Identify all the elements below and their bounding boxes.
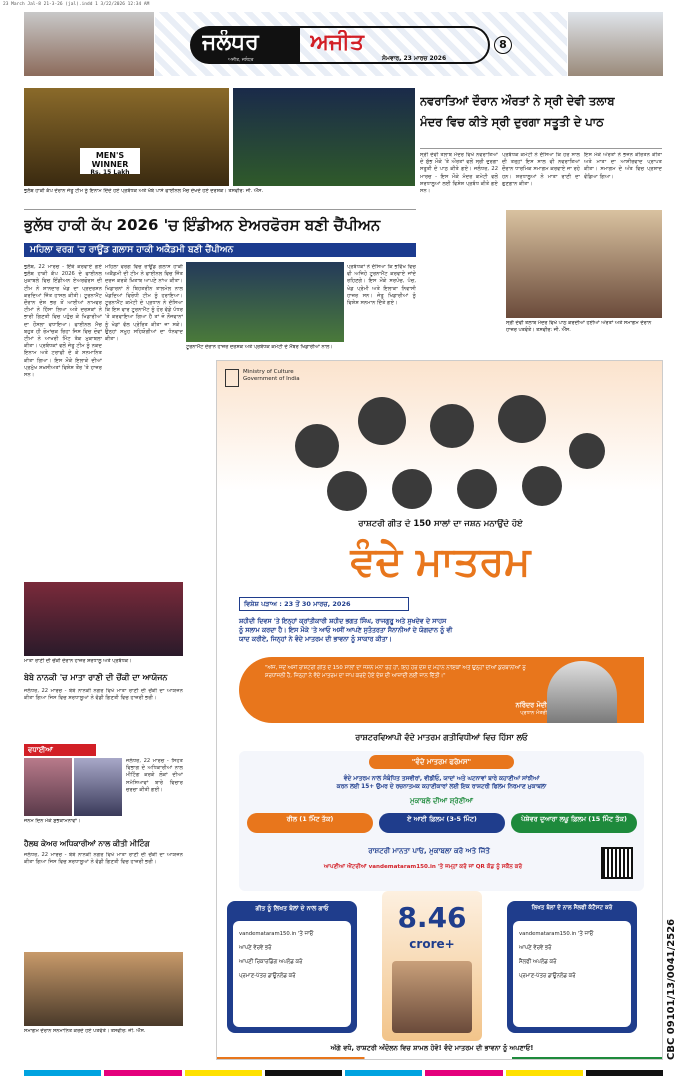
winner-banner-sub: Rs. 15 Lakh: [90, 169, 130, 176]
lead-body-col1: ਭੁਲੱਥ, 22 ਮਾਰਚ - ਇੱਥੇ ਕਰਵਾਏ ਗਏ ਭੁਲੱਥ ਹਾਕੀ ਕੱਪ 2026 ਦੇ ਫਾਈਨਲ ਮੁਕਾਬਲੇ ਵਿਚ ਇੰਡੀਅਨ ਏਅਰਫੋਰਸ ਦੀ ਟੀਮ ਨੇ ਸ਼ਾਨਦਾਰ ਖੇਡ ਦਾ ਪ੍ਰਦਰਸ਼ਨ ਕਰਦਿਆਂ ਜਿੱਤ ਹਾਸਲ ਕੀਤੀ। ਟੂਰਨਾਮੈਂਟ ਦੌਰਾਨ ਦੇਸ਼ ਭਰ ਤੋਂ ਆਈਆਂ ਨਾਮਵਰ ਟੀਮਾਂ ਨੇ ਹਿੱਸਾ ਲਿਆ ਅਤੇ ਦਰਸ਼ਕਾਂ ਨੇ ਭਾਰੀ ਗਿਣਤੀ ਵਿਚ ਪਹੁੰਚ ਕੇ ਖਿਡਾਰੀਆਂ ਦਾ ਹੌਸਲਾ ਵਧਾਇਆ। ਫਾਈਨਲ ਮੈਚ ਬਹੁਤ ਹੀ ਰੋਮਾਂਚਕ ਰਿਹਾ ਜਿਸ ਵਿਚ ਦੋਵਾਂ ਟੀਮਾਂ ਨੇ ਆਖਰੀ ਮਿੰਟ ਤੱਕ ਮੁਕਾਬਲਾ ਕੀਤਾ। ਪ੍ਰਬੰਧਕਾਂ ਵਲੋਂ ਜੇਤੂ ਟੀਮ ਨੂੰ ਨਕਦ ਇਨਾਮ ਅਤੇ ਟਰਾਫੀ ਦੇ ਕੇ ਸਨਮਾਨਿਤ ਕੀਤਾ ਗਿਆ। ਇਸ ਮੌਕੇ ਇਲਾਕੇ ਦੀਆਂ ਪ੍ਰਮੁੱਖ ਸ਼ਖ਼ਸੀਅਤਾਂ ਵਿਸ਼ੇਸ਼ ਤੌਰ 'ਤੇ ਹਾਜ਼ਰ ਸਨ।: [24, 264, 102, 379]
left-steps-title: ਗੀਤ ਨੂੰ ਲਿਖਤ ਬੋਲਾਂ ਦੇ ਨਾਲ ਗਾਓ: [255, 905, 329, 912]
registration-swatch: [104, 1070, 181, 1076]
right-step: ਆਪਣੇ ਵੇਰਵੇ ਭਰੋ: [519, 945, 552, 951]
tricolor-strip: [217, 1057, 663, 1060]
birthday-label: ਵਧਾਈਆਂ: [28, 746, 53, 754]
masthead-building-photo: [24, 12, 154, 76]
category-short-film[interactable]: ਪੇਸ਼ੇਵਰ ਦੁਆਰਾ ਲਘੂ ਫ਼ਿਲਮ (15 ਮਿੰਟ ਤੱਕ): [511, 813, 637, 833]
category-reel[interactable]: ਰੀਲ (1 ਮਿੰਟ ਤੱਕ): [247, 813, 373, 833]
portrait: [522, 466, 562, 506]
ad-intro-line3: ਯਾਦ ਕਰੀਏ, ਜਿਨ੍ਹਾਂ ਨੇ ਵੰਦੇ ਮਾਤਰਮ ਦੀ ਭਾਵਨਾ ਨੂੰ ਸਾਕਾਰ ਕੀਤਾ।: [239, 636, 392, 643]
registration-swatch: [425, 1070, 502, 1076]
frames-description: [247, 775, 636, 791]
counter-panel: [382, 891, 482, 1041]
portrait: [295, 424, 339, 468]
pm-portrait: [547, 661, 617, 723]
navratri-headline-line1: ਨਵਰਾਤਿਆਂ ਦੌਰਾਨ ਔਰਤਾਂ ਨੇ ਸ੍ਰੀ ਦੇਵੀ ਤਲਾਬ: [420, 94, 615, 108]
frames-line2: ਕਰਨ ਲਈ 15+ ਉਮਰ ਦੇ ਰਚਨਾਤਮਕ ਕਹਾਣੀਕਾਰਾਂ ਲਈ ਇਕ ਰਾਸ਼ਟਰੀ ਫਿਲਮ ਨਿਰਮਾਣ ਮੁਕਾਬਲਾ: [336, 784, 547, 790]
gratitude-line: ਰਾਸ਼ਟਰੀ ਮਾਨਤਾ ਪਾਓ, ਮੁਕਾਬਲਾ ਕਰੋ ਅਤੇ ਜਿੱਤੋ: [368, 847, 490, 855]
birthday-side-text: ਜਲੰਧਰ, 22 ਮਾਰਚ - ਸਿਹਤ ਵਿਭਾਗ ਦੇ ਅਧਿਕਾਰੀਆਂ ਨਾਲ ਮੀਟਿੰਗ ਕਰਕੇ ਲੋਕਾਂ ਦੀਆਂ ਸਮੱਸਿਆਵਾਂ ਬਾਰੇ ਵਿਚਾਰ ਚਰਚਾ ਕੀਤੀ ਗਈ।: [126, 758, 183, 793]
felicitation-photo: [24, 952, 183, 1026]
portrait: [358, 397, 406, 445]
counter-unit: crore+: [409, 937, 455, 951]
masthead-temple-photo: [568, 12, 663, 76]
masthead-title-left: ਜਲੰਧਰ: [202, 30, 259, 55]
campaign-dates: ਵਿਸ਼ੇਸ਼ ਪੜਾਅ : 23 ਤੋਂ 30 ਮਾਰਚ, 2026: [239, 597, 409, 611]
hockey-team-photo: [233, 88, 415, 186]
winner-banner-text: MEN'S WINNER: [91, 151, 129, 169]
portrait: [498, 395, 546, 443]
portrait: [457, 469, 497, 509]
left-step: ਆਪਣੀ ਰਿਕਾਰਡਿੰਗ ਅਪਲੋਡ ਕਰੋ: [239, 959, 303, 965]
freedom-fighters-portraits: [277, 381, 607, 521]
frames-line1: ਵੰਦੇ ਮਾਤਰਮ ਨਾਲ ਸੰਬੰਧਿਤ ਤਸਵੀਰਾਂ, ਵੀਡੀਓ, ਯਾਦਾਂ ਅਤੇ ਘਟਨਾਵਾਂ ਬਾਰੇ ਕਹਾਣੀਆਂ ਸਾਂਝੀਆਂ: [343, 776, 540, 782]
left-steps-list: [233, 921, 351, 1027]
birthday-photo-2: [74, 758, 122, 816]
birthday-label-bar: [24, 744, 96, 756]
navratri-headline-line2: ਮੰਦਰ ਵਿਚ ਕੀਤੇ ਸ੍ਰੀ ਦੁਰਗਾ ਸਤੂਤੀ ਦੇ ਪਾਠ: [420, 115, 604, 129]
ad-intro-line1: ਸ਼ਹੀਦੀ ਦਿਵਸ 'ਤੇ ਇਨ੍ਹਾਂ ਕ੍ਰਾਂਤੀਕਾਰੀ ਸ਼ਹੀਦ ਭਗਤ ਸਿੰਘ, ਰਾਜਗੁਰੂ ਅਤੇ ਸੁਖਦੇਵ ਦੇ ਸਾਹਸ: [239, 618, 447, 625]
left-step: vandemataram150.in 'ਤੇ ਜਾਓ: [239, 931, 314, 937]
counter-value: 8.46: [397, 901, 467, 934]
print-slug: 23 March Jal-8 21-3-26 (jal).indd 1 3/22/2026 12:34 AM: [3, 2, 150, 7]
frames-panel: [239, 751, 644, 891]
registration-swatch: [586, 1070, 663, 1076]
vande-mataram-ad: [216, 360, 663, 1060]
right-steps-list: [513, 921, 631, 1027]
page-number: 8: [494, 36, 512, 54]
chowki-caption: ਮਾਤਾ ਰਾਣੀ ਦੀ ਚੌਂਕੀ ਦੌਰਾਨ ਹਾਜ਼ਰ ਸ਼ਰਧਾਲੂ ਅਤੇ ਪ੍ਰਬੰਧਕ।: [24, 658, 132, 664]
divider: [24, 209, 416, 210]
registration-swatch: [506, 1070, 583, 1076]
participate-heading: ਰਾਸ਼ਟਰਵਿਆਪੀ ਵੰਦੇ ਮਾਤਰਮ ਗਤੀਵਿਧੀਆਂ ਵਿਚ ਹਿੱਸਾ ਲਓ: [355, 733, 528, 742]
ad-title: ਵੰਦੇ ਮਾਤਰਮ: [350, 539, 531, 585]
ad-footer: ਅੱਗੇ ਵਧੋ, ਰਾਸ਼ਟਰੀ ਅੰਦੋਲਨ ਵਿਚ ਸ਼ਾਮਲ ਹੋਵੋ! ਵੰਦੇ ਮਾਤਰਮ ਦੀ ਭਾਵਨਾ ਨੂੰ ਅਪਣਾਓ!: [330, 1044, 534, 1052]
health-body: ਜਲੰਧਰ, 22 ਮਾਰਚ - ਬੇਬੇ ਨਾਨਕੀ ਨਗਰ ਵਿਖੇ ਮਾਤਾ ਰਾਣੀ ਦੀ ਚੌਂਕੀ ਦਾ ਆਯੋਜਨ ਕੀਤਾ ਗਿਆ ਜਿਸ ਵਿਚ ਸ਼ਰਧਾਲੂਆਂ ਨੇ ਵੱਡੀ ਗਿਣਤੀ ਵਿਚ ਹਾਜ਼ਰੀ ਭਰੀ।: [24, 852, 183, 866]
frames-label: "ਵੰਦੇ ਮਾਤਰਮ ਫਰੇਮਸ": [369, 755, 514, 769]
cbc-code: CBC 09101/13/0041/2526: [666, 918, 677, 1060]
health-headline: ਹੈਲਥ ਕੇਅਰ ਅਧਿਕਾਰੀਆਂ ਨਾਲ ਕੀਤੀ ਮੀਟਿੰਗ: [24, 839, 150, 848]
registration-swatch: [185, 1070, 262, 1076]
right-steps-panel: [507, 901, 637, 1033]
left-steps-panel: [227, 901, 357, 1033]
chowki-headline: ਬੇਬੇ ਨਾਨਕੀ 'ਚ ਮਾਤਾ ਰਾਣੀ ਦੀ ਚੌਂਕੀ ਦਾ ਆਯੋਜਨ: [24, 673, 168, 682]
right-step: ਪ੍ਰਮਾਣ-ਪੱਤਰ ਡਾਊਨਲੋਡ ਕਰੋ: [519, 973, 576, 979]
hockey-winner-photo: [24, 88, 229, 186]
masthead-date: ਸੋਮਵਾਰ, 23 ਮਾਰਚ 2026: [382, 55, 447, 62]
categories-heading: ਮੁਕਾਬਲੇ ਦੀਆਂ ਸ਼੍ਰੇਣੀਆਂ: [409, 797, 474, 805]
color-registration-bar: [24, 1070, 663, 1076]
pm-quote: "ਅੱਜ, ਜਦੋਂ ਅਸੀਂ ਰਾਸ਼ਟਰੀ ਗੀਤ ਦੇ 150 ਸਾਲਾਂ ਦਾ ਜਸ਼ਨ ਮਨਾ ਰਹੇ ਹਾਂ, ਇਹ ਹਰ ਦੇਸ਼ ਦੇ ਮਹਾਨ ਨਾਇਕਾਂ ਅਤੇ ਉਨ੍ਹਾਂ ਦੀਆਂ ਕੁਰਬਾਨੀਆਂ ਨੂੰ ਸ਼ਰਧਾਂਜਲੀ ਹੈ, ਜਿਨ੍ਹਾਂ ਨੇ ਵੰਦੇ ਮਾਤਰਮ ਦਾ ਜਾਪ ਕਰਦੇ ਹੋਏ ਦੇਸ਼ ਦੀ ਆਜ਼ਾਦੀ ਲਈ ਜਾਨ ਦਿੱਤੀ।": [265, 665, 526, 679]
category-ai-film[interactable]: ਏ ਆਈ ਫ਼ਿਲਮ (3-5 ਮਿੰਟ): [379, 813, 505, 833]
stadium-caption: ਟੂਰਨਾਮੈਂਟ ਦੌਰਾਨ ਹਾਜ਼ਰ ਦਰਸ਼ਕ ਅਤੇ ਪ੍ਰਬੰਧਕ ਕਮੇਟੀ ਦੇ ਮੈਂਬਰ ਖਿਡਾਰੀਆਂ ਨਾਲ।: [186, 344, 333, 350]
quote-role: ਪ੍ਰਧਾਨ ਮੰਤਰੀ: [520, 710, 547, 716]
portrait: [392, 469, 432, 509]
stadium-photo: [186, 262, 344, 342]
portrait: [430, 404, 474, 448]
chowki-body: ਜਲੰਧਰ, 22 ਮਾਰਚ - ਬੇਬੇ ਨਾਨਕੀ ਨਗਰ ਵਿਖੇ ਮਾਤਾ ਰਾਣੀ ਦੀ ਚੌਂਕੀ ਦਾ ਆਯੋਜਨ ਕੀਤਾ ਗਿਆ ਜਿਸ ਵਿਚ ਸ਼ਰਧਾਲੂਆਂ ਨੇ ਵੱਡੀ ਗਿਣਤੀ ਵਿਚ ਹਾਜ਼ਰੀ ਭਰੀ।: [24, 688, 183, 702]
lead-headline: ਭੁਲੱਥ ਹਾਕੀ ਕੱਪ 2026 'ਚ ਇੰਡੀਅਨ ਏਅਰਫੋਰਸ ਬਣੀ ਚੈਂਪੀਅਨ: [24, 216, 381, 234]
emblem-icon: [225, 369, 239, 387]
registration-swatch: [265, 1070, 342, 1076]
registration-swatch: [345, 1070, 422, 1076]
ad-intro: [239, 617, 644, 644]
navratri-body-col1: ਸ੍ਰੀ ਦੇਵੀ ਤਲਾਬ ਮੰਦਰ ਵਿਖੇ ਨਵਰਾਤਿਆਂ ਦੇ ਸ਼ੁੱਭ ਮੌਕੇ 'ਤੇ ਔਰਤਾਂ ਵਲੋਂ ਸ੍ਰੀ ਦੁਰਗਾ ਸਤੂਤੀ ਦੇ ਪਾਠ ਕੀਤੇ ਗਏ। ਜਲੰਧਰ, 22 ਮਾਰਚ - ਇਸ ਮੌਕੇ ਮੰਦਰ ਕਮੇਟੀ ਵਲੋਂ ਸ਼ਰਧਾਲੂਆਂ ਲਈ ਵਿਸ਼ੇਸ਼ ਪ੍ਰਬੰਧ ਕੀਤੇ ਗਏ ਸਨ।: [420, 152, 498, 195]
lead-body-col2: ਮਹਿਲਾ ਵਰਗ ਵਿਚ ਰਾਊਂਡ ਗਲਾਸ ਹਾਕੀ ਅਕੈਡਮੀ ਦੀ ਟੀਮ ਨੇ ਫਾਈਨਲ ਵਿਚ ਜਿੱਤ ਦਰਜ ਕਰਕੇ ਖ਼ਿਤਾਬ ਆਪਣੇ ਨਾਂਅ ਕੀਤਾ। ਖਿਡਾਰਨਾਂ ਨੇ ਬਿਹਤਰੀਨ ਤਾਲਮੇਲ ਨਾਲ ਖੇਡਦਿਆਂ ਵਿਰੋਧੀ ਟੀਮ ਨੂੰ ਹਰਾਇਆ। ਟੂਰਨਾਮੈਂਟ ਕਮੇਟੀ ਦੇ ਪ੍ਰਧਾਨ ਨੇ ਦੱਸਿਆ ਕਿ ਇਸ ਵਾਰ ਟੂਰਨਾਮੈਂਟ ਨੂੰ ਹੋਰ ਵੱਡੇ ਪੱਧਰ 'ਤੇ ਕਰਵਾਇਆ ਗਿਆ ਹੈ ਤਾਂ ਜੋ ਨੌਜਵਾਨਾਂ ਨੂੰ ਖੇਡਾਂ ਵੱਲ ਪ੍ਰੇਰਿਤ ਕੀਤਾ ਜਾ ਸਕੇ। ਉਨ੍ਹਾਂ ਸਮੂਹ ਸਹਿਯੋਗੀਆਂ ਦਾ ਧੰਨਵਾਦ ਕੀਤਾ।: [105, 264, 183, 343]
birthday-photo-1: [24, 758, 72, 816]
temple-prayer-photo: [506, 210, 662, 318]
registration-swatch: [24, 1070, 101, 1076]
ministry-line2: Government of India: [243, 376, 300, 382]
lead-photo-caption: ਭੁਲੱਥ ਹਾਕੀ ਕੱਪ ਦੌਰਾਨ ਜੇਤੂ ਟੀਮ ਨੂੰ ਇਨਾਮ ਦਿੰਦੇ ਹੋਏ ਪ੍ਰਬੰਧਕ ਅਤੇ ਖੱਬੇ ਪਾਸੇ ਫਾਈਨਲ ਮੈਚ ਦੇਖਦੇ ਹੋਏ ਦਰਸ਼ਕ। ਤਸਵੀਰ: ਜੀ. ਐੱਸ.: [24, 188, 264, 194]
right-step: ਸੈਲਫੀ ਅਪਲੋਡ ਕਰੋ: [519, 959, 557, 965]
quote-author: ਨਰਿੰਦਰ ਮੋਦੀ: [515, 701, 547, 709]
lead-subheadline-bar: [24, 243, 416, 257]
masthead-subtitle: ਅਜੀਤ, ਜਲੰਧਰ: [228, 58, 254, 63]
felicitation-caption: ਸਮਾਗਮ ਦੌਰਾਨ ਸਨਮਾਨਿਤ ਕਰਦੇ ਹੋਏ ਪਤਵੰਤੇ। ਤਸਵੀਰ: ਜੀ. ਐੱਸ.: [24, 1028, 146, 1034]
navratri-body-col2: ਪ੍ਰਬੰਧਕ ਕਮੇਟੀ ਨੇ ਦੱਸਿਆ ਕਿ ਹਰ ਸਾਲ ਦੀ ਤਰ੍ਹਾਂ ਇਸ ਸਾਲ ਵੀ ਨਵਰਾਤਿਆਂ ਦੌਰਾਨ ਧਾਰਮਿਕ ਸਮਾਗਮ ਕਰਵਾਏ ਜਾ ਰਹੇ ਹਨ। ਸ਼ਰਧਾਲੂਆਂ ਨੇ ਮਾਤਾ ਰਾਣੀ ਦਾ ਗੁਣਗਾਨ ਕੀਤਾ।: [502, 152, 580, 187]
right-steps-title: ਲਿਖਤ ਬੋਲਾਂ ਦੇ ਨਾਲ ਸੈਲਫੀ ਕੰਟੈਸਟ ਕਰੋ: [531, 905, 613, 911]
ad-tagline: ਰਾਸ਼ਟਰੀ ਗੀਤ ਦੇ 150 ਸਾਲਾਂ ਦਾ ਜਸ਼ਨ ਮਨਾਉਂਦੇ ਹੋਏ: [358, 519, 523, 529]
divider: [420, 148, 662, 149]
counter-crowd-photo: [392, 961, 472, 1033]
navratri-caption: ਸ੍ਰੀ ਦੇਵੀ ਤਲਾਬ ਮੰਦਰ ਵਿਖੇ ਪਾਠ ਕਰਦੀਆਂ ਹੋਈਆਂ ਔਰਤਾਂ ਅਤੇ ਸਮਾਗਮ ਦੌਰਾਨ ਹਾਜ਼ਰ ਪਤਵੰਤੇ। ਤਸਵੀਰ: ਜੀ. ਐੱਸ.: [506, 320, 652, 333]
ministry-line1: Ministry of Culture: [243, 369, 294, 375]
winner-banner: [80, 148, 140, 174]
lead-subheadline: ਮਹਿਲਾ ਵਰਗ 'ਚ ਰਾਊਂਡ ਗਲਾਸ ਹਾਕੀ ਅਕੈਡਮੀ ਬਣੀ ਚੈਂਪੀਅਨ: [30, 245, 234, 255]
qr-code-icon[interactable]: [601, 847, 633, 879]
masthead-title-right: ਅਜੀਤ: [310, 30, 364, 55]
left-step: ਆਪਣੇ ਵੇਰਵੇ ਭਰੋ: [239, 945, 272, 951]
birthday-caption: ਜਨਮ ਦਿਨ ਮੌਕੇ ਸ਼ੁਭਕਾਮਨਾਵਾਂ।: [24, 818, 81, 824]
portrait: [327, 471, 367, 511]
chowki-photo: [24, 582, 183, 656]
ad-intro-line2: ਨੂੰ ਸਲਾਮ ਕਰਦਾ ਹੈ। ਇਸ ਮੌਕੇ 'ਤੇ ਆਓ ਅਸੀਂ ਆਪਣੇ ਸੁਤੰਤਰਤਾ ਸੈਨਾਨੀਆਂ ਦੇ ਯੋਗਦਾਨ ਨੂੰ ਵੀ: [239, 627, 453, 634]
left-step: ਪ੍ਰਮਾਣ-ਪੱਤਰ ਡਾਊਨਲੋਡ ਕਰੋ: [239, 973, 296, 979]
submit-line: ਆਪਣੀਆਂ ਐਂਟਰੀਆਂ vandemataram150.in 'ਤੇ ਜਮ੍ਹਾਂ ਕਰੋ ਜਾਂ QR ਕੋਡ ਨੂੰ ਸਕੈਨ ਕਰੋ: [323, 864, 523, 870]
right-step: vandemataram150.in 'ਤੇ ਜਾਓ: [519, 931, 594, 937]
navratri-body-col3: ਇਸ ਮੌਕੇ ਔਰਤਾਂ ਨੇ ਭਜਨ ਕੀਰਤਨ ਕੀਤਾ ਅਤੇ ਮਾਤਾ ਦਾ ਆਸ਼ੀਰਵਾਦ ਪ੍ਰਾਪਤ ਕੀਤਾ। ਸਮਾਗਮ ਦੇ ਅੰਤ ਵਿਚ ਪ੍ਰਸ਼ਾਦ ਵੰਡਿਆ ਗਿਆ।: [584, 152, 662, 180]
lead-body-col3: ਪ੍ਰਬੰਧਕਾਂ ਨੇ ਦੱਸਿਆ ਕਿ ਭਵਿੱਖ ਵਿਚ ਵੀ ਅਜਿਹੇ ਟੂਰਨਾਮੈਂਟ ਕਰਵਾਏ ਜਾਂਦੇ ਰਹਿਣਗੇ। ਇਸ ਮੌਕੇ ਸਰਪੰਚ, ਪੰਚ, ਖੇਡ ਪ੍ਰੇਮੀ ਅਤੇ ਇਲਾਕਾ ਨਿਵਾਸੀ ਹਾਜ਼ਰ ਸਨ। ਜੇਤੂ ਖਿਡਾਰੀਆਂ ਨੂੰ ਵਿਸ਼ੇਸ਼ ਸਨਮਾਨ ਦਿੱਤੇ ਗਏ।: [347, 264, 416, 307]
portrait: [569, 433, 605, 469]
